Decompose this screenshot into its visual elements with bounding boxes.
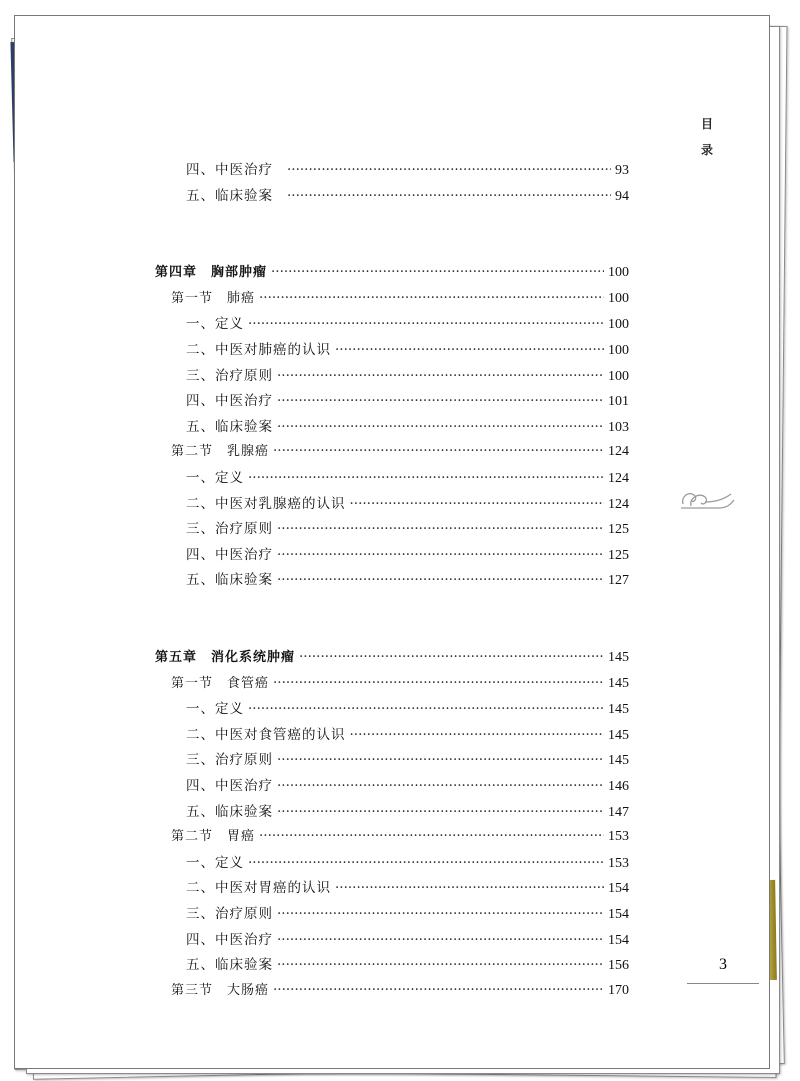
header-char: 目 xyxy=(701,117,714,131)
leader-dots xyxy=(335,880,604,896)
toc-page-number: 100 xyxy=(608,343,629,358)
toc-page-number: 154 xyxy=(608,881,629,897)
leader-dots xyxy=(259,290,604,306)
leader-dots xyxy=(259,828,604,844)
toc-label: 第一节 食管癌 xyxy=(171,675,270,691)
toc-section[interactable] xyxy=(171,287,629,309)
toc-label: 一、定义 xyxy=(186,701,244,718)
toc-item[interactable] xyxy=(186,466,629,488)
leader-dots xyxy=(277,521,604,537)
toc-label: 二、中医对肺癌的认识 xyxy=(186,342,331,358)
toc-page-number: 124 xyxy=(608,471,629,486)
toc-section[interactable] xyxy=(171,979,629,1001)
toc-page-number: 125 xyxy=(608,522,629,538)
toc-item[interactable] xyxy=(186,902,629,924)
toc-label: 三、治疗原则 xyxy=(186,367,273,384)
toc-page-number: 154 xyxy=(608,907,629,922)
toc-item[interactable] xyxy=(186,953,629,975)
toc-page-number: 170 xyxy=(608,982,629,998)
leader-dots xyxy=(277,368,604,384)
toc-section[interactable] xyxy=(171,440,629,462)
toc-page-number: 145 xyxy=(608,753,629,769)
toc-label: 五、临床验案 xyxy=(186,803,273,820)
toc-item[interactable] xyxy=(186,876,629,898)
toc-item[interactable] xyxy=(186,928,629,950)
toc-label: 四、中医治疗 xyxy=(186,778,273,794)
leader-dots xyxy=(248,701,604,717)
toc-item[interactable] xyxy=(186,543,629,565)
toc-label: 三、治疗原则 xyxy=(186,906,273,922)
toc-page-number: 100 xyxy=(608,265,629,281)
toc-label: 五、临床验案 xyxy=(186,957,273,974)
leader-dots xyxy=(277,932,604,948)
toc-label: 四、中医治疗 xyxy=(186,931,273,948)
leader-dots xyxy=(287,162,611,178)
toc-label: 一、定义 xyxy=(186,854,244,871)
leader-dots xyxy=(248,470,604,486)
leader-dots xyxy=(248,316,604,332)
toc-page-number: 125 xyxy=(608,547,629,563)
toc-label: 三、治疗原则 xyxy=(186,521,273,538)
toc-label: 第四章 胸部肿瘤 xyxy=(155,265,268,281)
leader-dots xyxy=(273,982,604,998)
toc-page-number: 100 xyxy=(608,290,629,306)
toc-item[interactable] xyxy=(186,415,629,437)
leader-dots xyxy=(287,188,611,204)
toc-page-number: 145 xyxy=(608,727,629,743)
toc-page-number: 154 xyxy=(608,932,629,948)
leader-dots xyxy=(277,804,604,820)
toc-page-number: 153 xyxy=(608,855,629,871)
toc-label: 第三节 大肠癌 xyxy=(171,982,270,998)
toc-label: 一、定义 xyxy=(186,316,244,333)
toc-page-number: 146 xyxy=(608,779,629,794)
toc-page-number: 153 xyxy=(608,829,629,845)
toc-page-number: 156 xyxy=(608,958,629,974)
leader-dots xyxy=(277,778,604,794)
toc-label: 五、临床验案 xyxy=(186,572,273,589)
toc-label: 五、临床验案 xyxy=(186,187,273,204)
toc-label: 二、中医对食管癌的认识 xyxy=(186,726,346,743)
leader-dots xyxy=(335,342,604,358)
toc-item[interactable] xyxy=(186,158,629,180)
toc-item[interactable] xyxy=(186,517,629,539)
toc-page-number: 124 xyxy=(608,444,629,460)
leader-dots xyxy=(273,443,604,459)
toc-page-number: 101 xyxy=(608,394,629,410)
toc-item[interactable] xyxy=(186,774,629,796)
toc-item[interactable] xyxy=(186,364,629,386)
header-char: 录 xyxy=(701,143,714,157)
cloud-ornament-icon xyxy=(679,482,735,512)
toc-page-number: 93 xyxy=(615,163,629,178)
toc-label: 五、临床验案 xyxy=(186,418,273,435)
toc-label: 四、中医治疗 xyxy=(186,546,273,563)
toc-item[interactable] xyxy=(186,492,629,514)
leader-dots xyxy=(277,906,604,922)
toc-item[interactable] xyxy=(186,184,629,206)
toc-label: 第二节 乳腺癌 xyxy=(171,444,270,460)
toc-page-number: 145 xyxy=(608,675,629,691)
toc-page-number: 124 xyxy=(608,496,629,512)
toc-label: 四、中医治疗 xyxy=(186,393,273,410)
toc-label: 三、治疗原则 xyxy=(186,752,273,769)
toc-page-number: 145 xyxy=(608,650,629,665)
leader-dots xyxy=(271,264,604,280)
footer-rule xyxy=(687,983,759,984)
toc-section[interactable] xyxy=(171,672,629,694)
toc-item[interactable] xyxy=(186,389,629,411)
toc-chapter[interactable] xyxy=(155,646,629,668)
toc-label: 第五章 消化系统肿瘤 xyxy=(155,650,296,665)
toc-page-number: 103 xyxy=(608,419,629,435)
leader-dots xyxy=(277,393,604,409)
leader-dots xyxy=(277,957,604,973)
leader-dots xyxy=(277,752,604,768)
toc-label: 第一节 肺癌 xyxy=(171,290,256,306)
toc-item[interactable] xyxy=(186,338,629,360)
leader-dots xyxy=(350,496,605,512)
toc-chapter[interactable] xyxy=(155,261,629,283)
leader-dots xyxy=(350,727,605,743)
toc-page-number: 127 xyxy=(608,573,629,589)
running-header xyxy=(701,111,715,163)
toc-item[interactable] xyxy=(186,851,629,873)
toc-item[interactable] xyxy=(186,723,629,745)
toc-item[interactable] xyxy=(186,312,629,334)
toc-label: 二、中医对胃癌的认识 xyxy=(186,880,331,897)
toc-page-number: 100 xyxy=(608,317,629,333)
leader-dots xyxy=(277,547,604,563)
toc-label: 第二节 胃癌 xyxy=(171,829,256,845)
toc-page-number: 100 xyxy=(608,368,629,384)
leader-dots xyxy=(299,649,604,665)
toc-section[interactable] xyxy=(171,825,629,847)
toc-label: 四、中医治疗 xyxy=(186,162,273,178)
toc-item[interactable] xyxy=(186,748,629,770)
toc-page xyxy=(14,15,770,1069)
toc-item[interactable] xyxy=(186,568,629,590)
toc-page-number: 147 xyxy=(608,804,629,820)
page-number: 3 xyxy=(719,956,727,973)
leader-dots xyxy=(248,855,604,871)
toc-page-number: 94 xyxy=(615,188,629,204)
toc-label: 二、中医对乳腺癌的认识 xyxy=(186,495,346,512)
leader-dots xyxy=(277,419,604,435)
leader-dots xyxy=(273,675,604,691)
toc-item[interactable] xyxy=(186,697,629,719)
leader-dots xyxy=(277,572,604,588)
toc-page-number: 145 xyxy=(608,702,629,718)
toc-item[interactable] xyxy=(186,800,629,822)
toc-label: 一、定义 xyxy=(186,470,244,486)
